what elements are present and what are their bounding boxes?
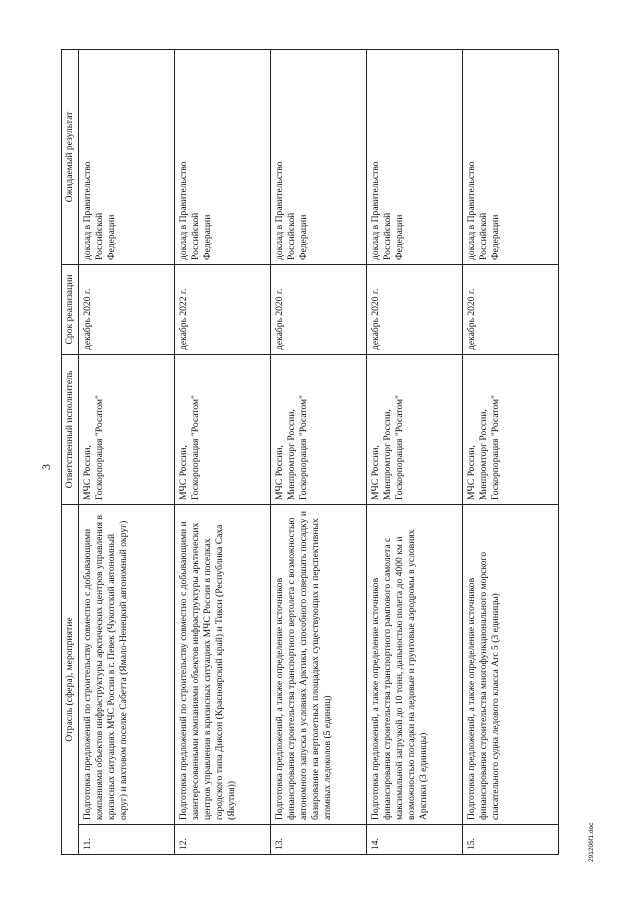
executor-line: Госкорпорация "Росатом" (298, 395, 310, 500)
result-line: доклад в Правительство (82, 161, 94, 260)
result-line: Российской (382, 212, 394, 260)
result-line: Федерации (490, 214, 502, 260)
row-result (271, 49, 367, 264)
table-row (463, 49, 559, 854)
result-line: Федерации (202, 214, 214, 260)
result-line: Российской (190, 212, 202, 260)
result-line: доклад в Правительство (370, 161, 382, 260)
row-result (463, 49, 559, 264)
result-line: доклад в Правительство (466, 161, 478, 260)
row-executor (271, 354, 367, 504)
row-deadline: декабрь 2022 г. (175, 264, 271, 354)
row-deadline: декабрь 2020 г. (463, 264, 559, 354)
row-deadline: декабрь 2020 г. (79, 264, 175, 354)
table-row (79, 49, 175, 854)
table-header-row (62, 49, 79, 854)
row-executor (367, 354, 463, 504)
file-name-footer: 291206f1.doc (588, 822, 595, 862)
result-line: доклад в Правительство (274, 161, 286, 260)
row-executor (79, 354, 175, 504)
row-activity: Подготовка предложений, а также определение источников финансирования строительства многофункционального морского спасательного судна ледового класса Arc 5 (3 единицы) (463, 504, 559, 824)
row-number: 13. (271, 825, 367, 855)
document-page (35, 35, 605, 870)
row-deadline: декабрь 2020 г. (271, 264, 367, 354)
header-activity: Отрасль (сфера), мероприятие (62, 504, 79, 854)
result-line: Российской (286, 212, 298, 260)
row-executor (463, 354, 559, 504)
row-number: 14. (367, 825, 463, 855)
table-row (367, 49, 463, 854)
executor-line: Минпромторг России, (286, 409, 298, 500)
executor-line: МЧС России, (370, 445, 382, 500)
executor-line: МЧС России, (274, 445, 286, 500)
executor-line: Госкорпорация "Росатом" (190, 395, 202, 500)
row-executor (175, 354, 271, 504)
result-line: Федерации (298, 214, 310, 260)
row-activity: Подготовка предложений по строительству совместно с добывающими и заинтересованными компаниями объектов инфраструктуры арктических центров управления в кризисных ситуациях МЧС России в поселках городского типа Диксон (Красноярский край) и Тикси (Республика Саха (Якутия)) (175, 504, 271, 824)
row-result (175, 49, 271, 264)
table-row (175, 49, 271, 854)
executor-line: Госкорпорация "Росатом" (394, 395, 406, 500)
row-result (79, 49, 175, 264)
row-activity: Подготовка предложений, а также определение источников финансирования строительства транспортного вертолета с возможностью автономного запуска в условиях Арктики, способного совершать посадку и базирование на вертолетных площадках существующих и перспективных атомных ледоколов (5 единиц) (271, 504, 367, 824)
result-line: Российской (478, 212, 490, 260)
result-line: доклад в Правительство (178, 161, 190, 260)
result-line: Федерации (106, 214, 118, 260)
row-number: 11. (79, 825, 175, 855)
result-line: Российской (94, 212, 106, 260)
row-activity: Подготовка предложений, а также определение источников финансирования строительства транспортного рампового самолета с максимальной загрузкой до 10 тонн, дальностью полета до 4000 км и возможностью посадки на ледовые и грунтовые аэродромы в условиях Арктики (3 единицы) (367, 504, 463, 824)
row-deadline: декабрь 2020 г. (367, 264, 463, 354)
executor-line: Минпромторг России, (478, 409, 490, 500)
executor-line: Госкорпорация "Росатом" (490, 395, 502, 500)
executor-line: МЧС России, (178, 445, 190, 500)
result-line: Федерации (394, 214, 406, 260)
executor-line: МЧС России, (82, 445, 94, 500)
row-activity: Подготовка предложений по строительству совместно с добывающими компаниями объектов инфраструктуры арктических центров управления в кризисных ситуациях МЧС России в г. Певек (Чукотский автономный округ) и вахтовом поселке Сабетта (Ямало-Ненецкий автономный округ) (79, 504, 175, 824)
executor-line: Госкорпорация "Росатом" (94, 395, 106, 500)
row-number: 12. (175, 825, 271, 855)
row-number: 15. (463, 825, 559, 855)
header-deadline: Срок реализации (62, 264, 79, 354)
header-result: Ожидаемый результат (62, 49, 79, 264)
table-row (271, 49, 367, 854)
row-result (367, 49, 463, 264)
header-executor: Ответственный исполнитель (62, 354, 79, 504)
measures-table (61, 49, 559, 855)
page-number: 3 (39, 464, 53, 470)
executor-line: Минпромторг России, (382, 409, 394, 500)
executor-line: МЧС России, (466, 445, 478, 500)
